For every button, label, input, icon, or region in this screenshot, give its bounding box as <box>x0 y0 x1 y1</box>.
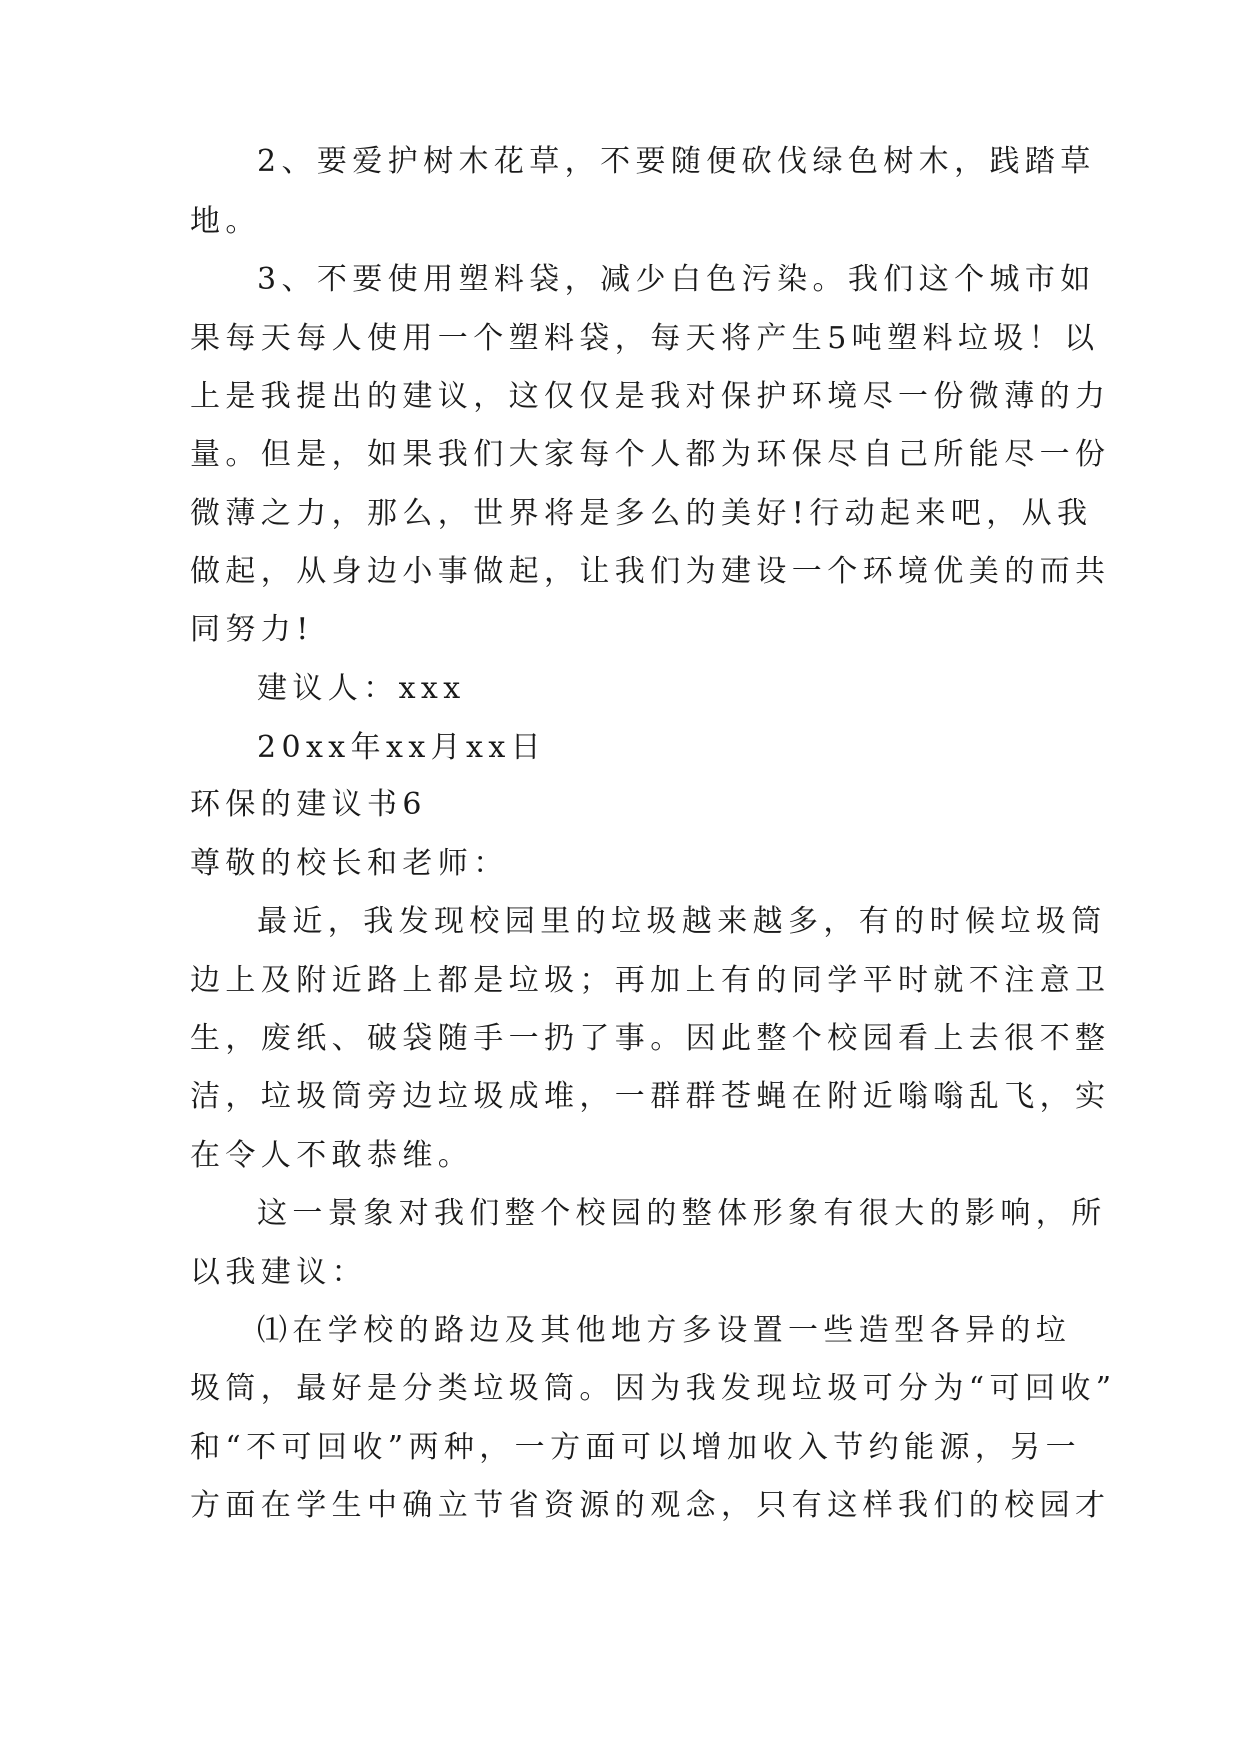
text-line: 圾筒，最好是分类垃圾筒。因为我发现垃圾可分为“可回收” <box>190 1371 1117 1406</box>
text-line: 方面在学生中确立节省资源的观念，只有这样我们的校园才 <box>190 1488 1111 1523</box>
text-line: 地。 <box>190 204 261 239</box>
text-line: 微薄之力，那么，世界将是多么的美好!行动起来吧，从我 <box>190 496 1093 531</box>
text-line: ⑴在学校的路边及其他地方多设置一些造型各异的垃 <box>257 1313 1072 1348</box>
text-line: 20xx年xx月xx日 <box>257 730 547 765</box>
text-line: 最近，我发现校园里的垃圾越来越多，有的时候垃圾筒 <box>257 904 1107 939</box>
text-line: 上是我提出的建议，这仅仅是我对保护环境尽一份微薄的力 <box>190 379 1111 414</box>
text-line: 做起，从身边小事做起，让我们为建设一个环境优美的而共 <box>190 554 1111 589</box>
text-line: 在令人不敢恭维。 <box>190 1138 474 1173</box>
text-line: 尊敬的校长和老师： <box>190 846 509 881</box>
text-line: 和“不可回收”两种，一方面可以增加收入节约能源，另一 <box>190 1430 1082 1465</box>
text-line: 同努力! <box>190 612 314 647</box>
text-line: 量。但是，如果我们大家每个人都为环保尽自己所能尽一份 <box>190 437 1111 472</box>
text-line: 环保的建议书6 <box>190 787 427 822</box>
text-line: 果每天每人使用一个塑料袋，每天将产生5吨塑料垃圾！以 <box>190 321 1100 356</box>
text-line: 生，废纸、破袋随手一扔了事。因此整个校园看上去很不整 <box>190 1021 1111 1056</box>
text-line: 边上及附近路上都是垃圾；再加上有的同学平时就不注意卫 <box>190 963 1111 998</box>
text-line: 2、要爱护树木花草，不要随便砍伐绿色树木，践踏草 <box>257 144 1096 179</box>
text-line: 洁，垃圾筒旁边垃圾成堆，一群群苍蝇在附近嗡嗡乱飞，实 <box>190 1079 1111 1114</box>
text-line: 建议人：xxx <box>257 671 466 706</box>
text-line: 以我建议： <box>190 1255 367 1290</box>
text-line: 3、不要使用塑料袋，减少白色污染。我们这个城市如 <box>257 262 1096 297</box>
text-line: 这一景象对我们整个校园的整体形象有很大的影响，所 <box>257 1196 1107 1231</box>
